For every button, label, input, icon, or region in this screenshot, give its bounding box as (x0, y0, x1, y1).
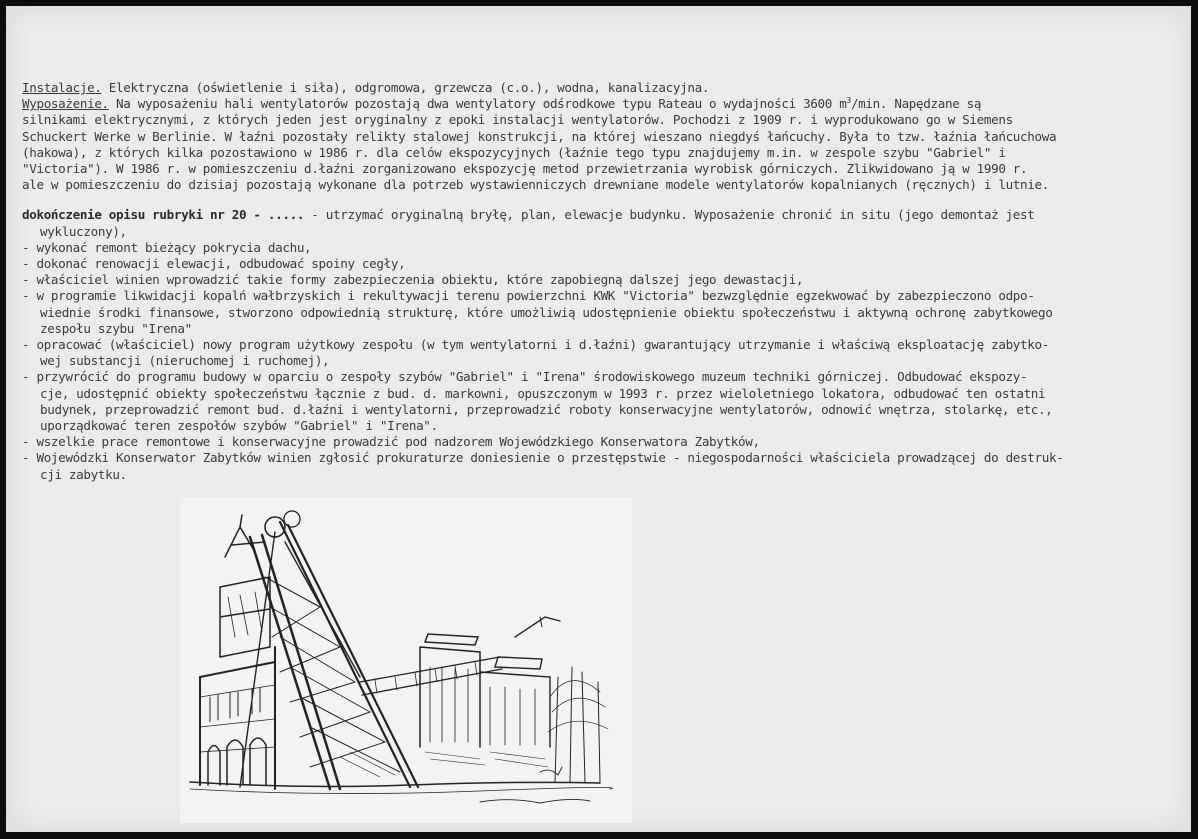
recommendation-item-line: cji zabytku. (40, 466, 127, 482)
continuation-heading: dokończenie opisu rubryki nr 20 - ..... (22, 207, 305, 223)
recommendations-list (22, 240, 1182, 483)
equipment-line: (hakowa), z których kilka pozostawiono w 1986 r. dla celów ekspozycyjnych (łaźnie tego typu znajdujemy m.in. w zespole szybu "Gabriel" i (22, 144, 1006, 160)
recommendation-item-line: - Wojewódzki Konserwator Zabytków winien zgłosić prokuraturze doniesienie o przestępstwie - niegospodarności właściciela prowadzącej do destruk- (22, 450, 1064, 466)
recommendation-item-line: budynek, przeprowadzić remont bud. d.łaźni i wentylatorni, przeprowadzić roboty konserwacyjne wentylatorów, odnowić wnętrza, stolarkę, etc., (40, 401, 1053, 417)
document-text (22, 80, 1182, 483)
recommendation-item-line: uporządkować teren zespołów szybów "Gabriel" i "Irena". (40, 418, 438, 434)
recommendation-item-line: - właściciel winien wprowadzić takie formy zabezpieczenia obiektu, które zapobiegną dalszej jego dewastacji, (22, 272, 804, 288)
equipment-line-1: Wyposażenie. Na wyposażeniu hali wentylatorów pozostają dwa wentylatory odśrodkowe typu Rateau o wydajności 3600 $m^3/\min$. Napędzane są (22, 96, 982, 112)
recommendation-item-line: - w programie likwidacji kopalń wałbrzyskich i rekultywacji terenu powierzchni KWK "Victoria" bezwzględnie egzekwować by zabezpieczono odpo- (22, 288, 1035, 304)
recommendation-item-line: - wszelkie prace remontowe i konserwacyjne prowadzić pod nadzorem Wojewódzkiego Konserwatora Zabytków, (22, 434, 760, 450)
installations-line (22, 80, 1182, 96)
equipment-line: Schuckert Werke w Berlinie. W łaźni pozostały relikty stalowej konstrukcji, na której wieszano niegdyś łańcuchy. Była to tzw. łaźnia łańcuchowa (22, 128, 1057, 144)
recommendation-item-line: - opracować (właściciel) nowy program użytkowy zespołu (w tym wentylatorni i d.łaźni) gwarantujący utrzymanie i właściwą eksploatację zabytko- (22, 337, 1049, 353)
continuation-heading-line: dokończenie opisu rubryki nr 20 - ..... - utrzymać oryginalną bryłę, plan, elewacje budynku. Wyposażenie chronić in situ (jego demontaż jest (22, 207, 1035, 223)
recommendation-item-line: wiednie środki finansowe, stworzono odpowiednią strukturę, które umożliwią udostępnienie obiektu społeczeństwu i aktywną ochronę zabytkowego (40, 304, 1053, 320)
equipment-label: Wyposażenie. (22, 96, 109, 112)
recommendation-item-line: zespołu szybu "Irena" (40, 320, 192, 336)
mine-shaft-drawing (180, 497, 632, 823)
equipment-line: "Victoria"). W 1986 r. w pomieszczeniu d.łaźni zorganizowano ekspozycję metod przewietrzania wyrobisk górniczych. Zlikwidowano ją w 1990 r. (22, 161, 1028, 177)
installations-text: Elektryczna (oświetlenie i siła), odgromowa, grzewcza (c.o.), wodna, kanalizacyjna. (101, 80, 710, 95)
headframe-illustration (180, 497, 632, 823)
equipment-line: ale w pomieszczeniu do dzisiaj pozostają wykonane dla potrzeb wystawienniczych drewniane modele wentylatorów kopalnianych (ręcznych) i lutnie. (22, 177, 1049, 193)
recommendation-item-line: - wykonać remont bieżący pokrycia dachu, (22, 239, 312, 255)
recommendation-item-line: wej substancji (nieruchomej i ruchomej), (40, 353, 330, 369)
recommendation-item-line: cje, udostępnić obiekty społeczeństwu łącznie z bud. d. markowni, opuszczonym w 1993 r. przez wieloletniego lokatora, odbudować ten ostatni (40, 385, 1046, 401)
continuation-line: wykluczony), (40, 223, 127, 239)
recommendation-item-line: - przywrócić do programu budowy w oparciu o zespoły szybów "Gabriel" i "Irena" środowiskowego muzeum techniki górniczej. Odbudować ekspozy- (22, 369, 1028, 385)
installations-label: Instalacje. (22, 80, 102, 95)
equipment-line: silnikami elektrycznymi, z których jeden jest oryginalny z epoki instalacji wentylatorów. Pochodzi z 1909 r. i wyprodukowano go w Siemens (22, 112, 1013, 128)
recommendation-item-line: - dokonać renowacji elewacji, odbudować spoiny cegły, (22, 256, 406, 272)
